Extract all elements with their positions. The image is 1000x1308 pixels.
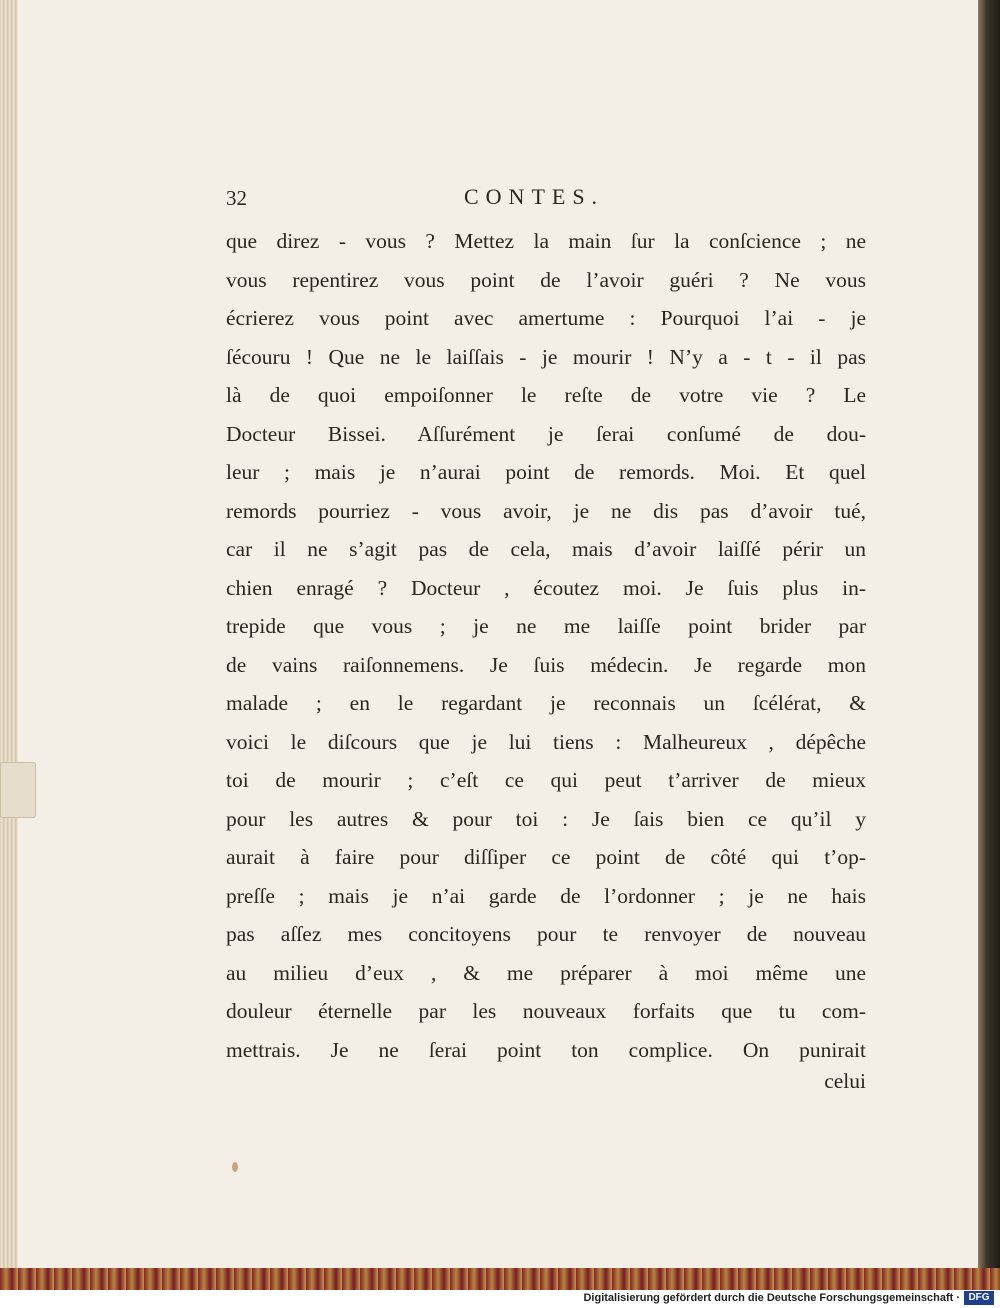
text-line: ſécouru ! Que ne le laiſſais - je mourir ! N’y a - t - il pas — [226, 344, 866, 369]
text-block — [226, 182, 866, 1094]
text-line: vous repentirez vous point de l’avoir guéri ? Ne vous — [226, 267, 866, 292]
body-text — [226, 222, 866, 1069]
text-line: pas aſſez mes concitoyens pour te renvoyer de nouveau — [226, 922, 866, 946]
catchword: celui — [824, 1069, 866, 1093]
text-line: car il ne s’agit pas de cela, mais d’avoir laiſſé périr un — [226, 537, 866, 561]
page-header — [226, 182, 866, 222]
page-number: 32 — [226, 186, 247, 210]
text-line: preſſe ; mais je n’ai garde de l’ordonner ; je ne hais — [226, 883, 866, 908]
ink-stain — [232, 1162, 238, 1172]
digitization-credit: Digitalisierung gefördert durch die Deutsche Forschungsgemeinschaft · — [583, 1292, 960, 1304]
running-title: CONTES. — [464, 184, 605, 209]
text-line: trepide que vous ; je ne me laiſſe point brider par — [226, 614, 866, 638]
text-line: mettrais. Je ne ſerai point ton complice. On punirait — [226, 1037, 866, 1062]
text-line: de vains raiſonnemens. Je ſuis médecin. Je regarde mon — [226, 652, 866, 677]
text-line: chien enragé ? Docteur , écoutez moi. Je ſuis plus in- — [226, 575, 866, 600]
text-line: que direz - vous ? Mettez la main ſur la conſcience ; ne — [226, 229, 866, 253]
text-line: remords pourriez - vous avoir, je ne dis pas d’avoir tué, — [226, 498, 866, 523]
text-line: là de quoi empoiſonner le reſte de votre vie ? Le — [226, 383, 866, 407]
text-line: écrierez vous point avec amertume : Pourquoi l’ai - je — [226, 306, 866, 330]
text-line: Docteur Bissei. Aſſurément je ſerai conſumé de dou- — [226, 421, 866, 446]
text-line: aurait à faire pour diſſiper ce point de côté qui t’op- — [226, 845, 866, 869]
text-line: voici le diſcours que je lui tiens : Malheureux , dépêche — [226, 729, 866, 754]
dfg-logo: DFG — [964, 1291, 994, 1305]
page-edges — [0, 0, 18, 1285]
text-line: au milieu d’eux , & me préparer à moi même une — [226, 960, 866, 985]
text-line: toi de mourir ; c’eſt ce qui peut t’arriver de mieux — [226, 768, 866, 792]
page-clip — [0, 762, 36, 818]
text-line: malade ; en le regardant je reconnais un ſcélérat, & — [226, 691, 866, 715]
book-spine — [978, 0, 1000, 1285]
book-cover-edge — [0, 1268, 1000, 1290]
text-line: leur ; mais je n’aurai point de remords. Moi. Et quel — [226, 460, 866, 484]
text-line: pour les autres & pour toi : Je ſais bien ce qu’il y — [226, 806, 866, 831]
text-line: douleur éternelle par les nouveaux forfaits que tu com- — [226, 999, 866, 1023]
